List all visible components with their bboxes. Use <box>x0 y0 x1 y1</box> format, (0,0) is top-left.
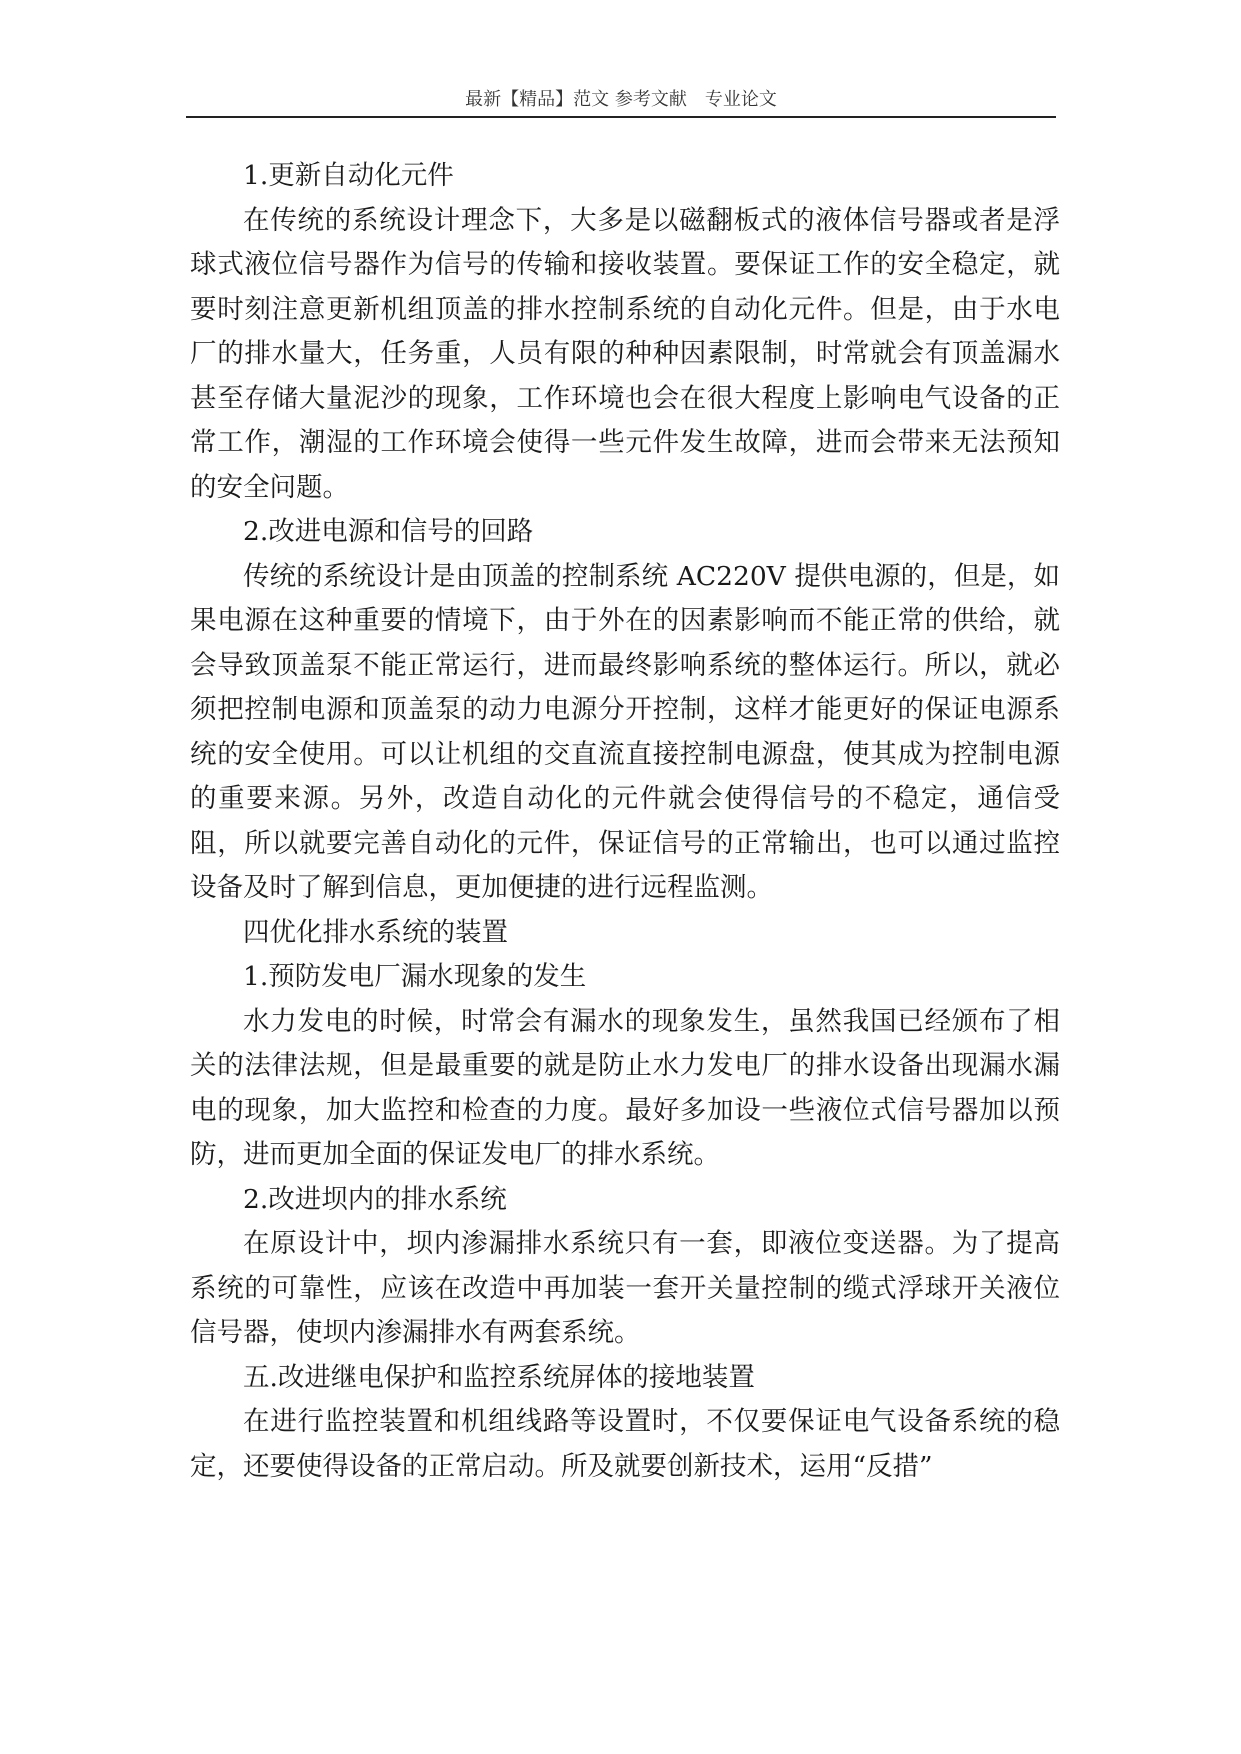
section-heading-dam-drainage: 2.改进坝内的排水系统 <box>243 1183 507 1215</box>
section-heading-power-signal-circuit: 2.改进电源和信号的回路 <box>243 516 534 547</box>
header-text: 最新【精品】范文 参考文献 专业论文 <box>465 89 777 110</box>
section-heading-optimize-drainage: 四优化排水系统的装置 <box>243 916 508 948</box>
paragraph-grounding: 在进行监控装置和机组线路等设置时，不仅要保证电气设备系统的稳定，还要使得设备的正常启动。所及就要创新技术，运用“反措” <box>190 1406 1060 1482</box>
section-heading-grounding: 五.改进继电保护和监控系统屏体的接地装置 <box>243 1361 755 1393</box>
section-heading-prevent-leakage: 1.预防发电厂漏水现象的发生 <box>243 961 587 992</box>
paragraph-update-components: 在传统的系统设计理念下，大多是以磁翻板式的液体信号器或者是浮球式液位信号器作为信号的传输和接收装置。要保证工作的安全稳定，就要时刻注意更新机组顶盖的排水控制系统的自动化元件。但是，由于水电厂的排水量大，任务重，人员有限的种种因素限制，时常就会有顶盖漏水甚至存储大量泥沙的现象，工作环境也会在很大程度上影响电气设备的正常工作，潮湿的工作环境会使得一些元件发生故障，进而会带来无法预知的安全问题。 <box>190 204 1060 503</box>
paragraph-dam-drainage: 在原设计中，坝内渗漏排水系统只有一套，即液位变送器。为了提高系统的可靠性，应该在改造中再加装一套开关量控制的缆式浮球开关液位信号器，使坝内渗漏排水有两套系统。 <box>190 1228 1060 1348</box>
paragraph-power-signal-circuit: 传统的系统设计是由顶盖的控制系统 AC220V 提供电源的，但是，如果电源在这种重要的情境下，由于外在的因素影响而不能正常的供给，就会导致顶盖泵不能正常运行，进而最终影响系统的整体运行。所以，就必须把控制电源和顶盖泵的动力电源分开控制，这样才能更好的保证电源系统的安全使用。可以让机组的交直流直接控制电源盘，使其成为控制电源的重要来源。另外，改造自动化的元件就会使得信号的不稳定，通信受阻，所以就要完善自动化的元件，保证信号的正常输出，也可以通过监控设备及时了解到信息，更加便捷的进行远程监测。 <box>190 560 1060 903</box>
document-body <box>190 154 1060 1489</box>
paragraph-prevent-leakage: 水力发电的时候，时常会有漏水的现象发生，虽然我国已经颁布了相关的法律法规，但是最重要的就是防止水力发电厂的排水设备出现漏水漏电的现象，加大监控和检查的力度。最好多加设一些液位式信号器加以预防，进而更加全面的保证发电厂的排水系统。 <box>190 1005 1060 1170</box>
section-heading-update-components: 1.更新自动化元件 <box>243 160 454 191</box>
page-header <box>186 84 1056 118</box>
